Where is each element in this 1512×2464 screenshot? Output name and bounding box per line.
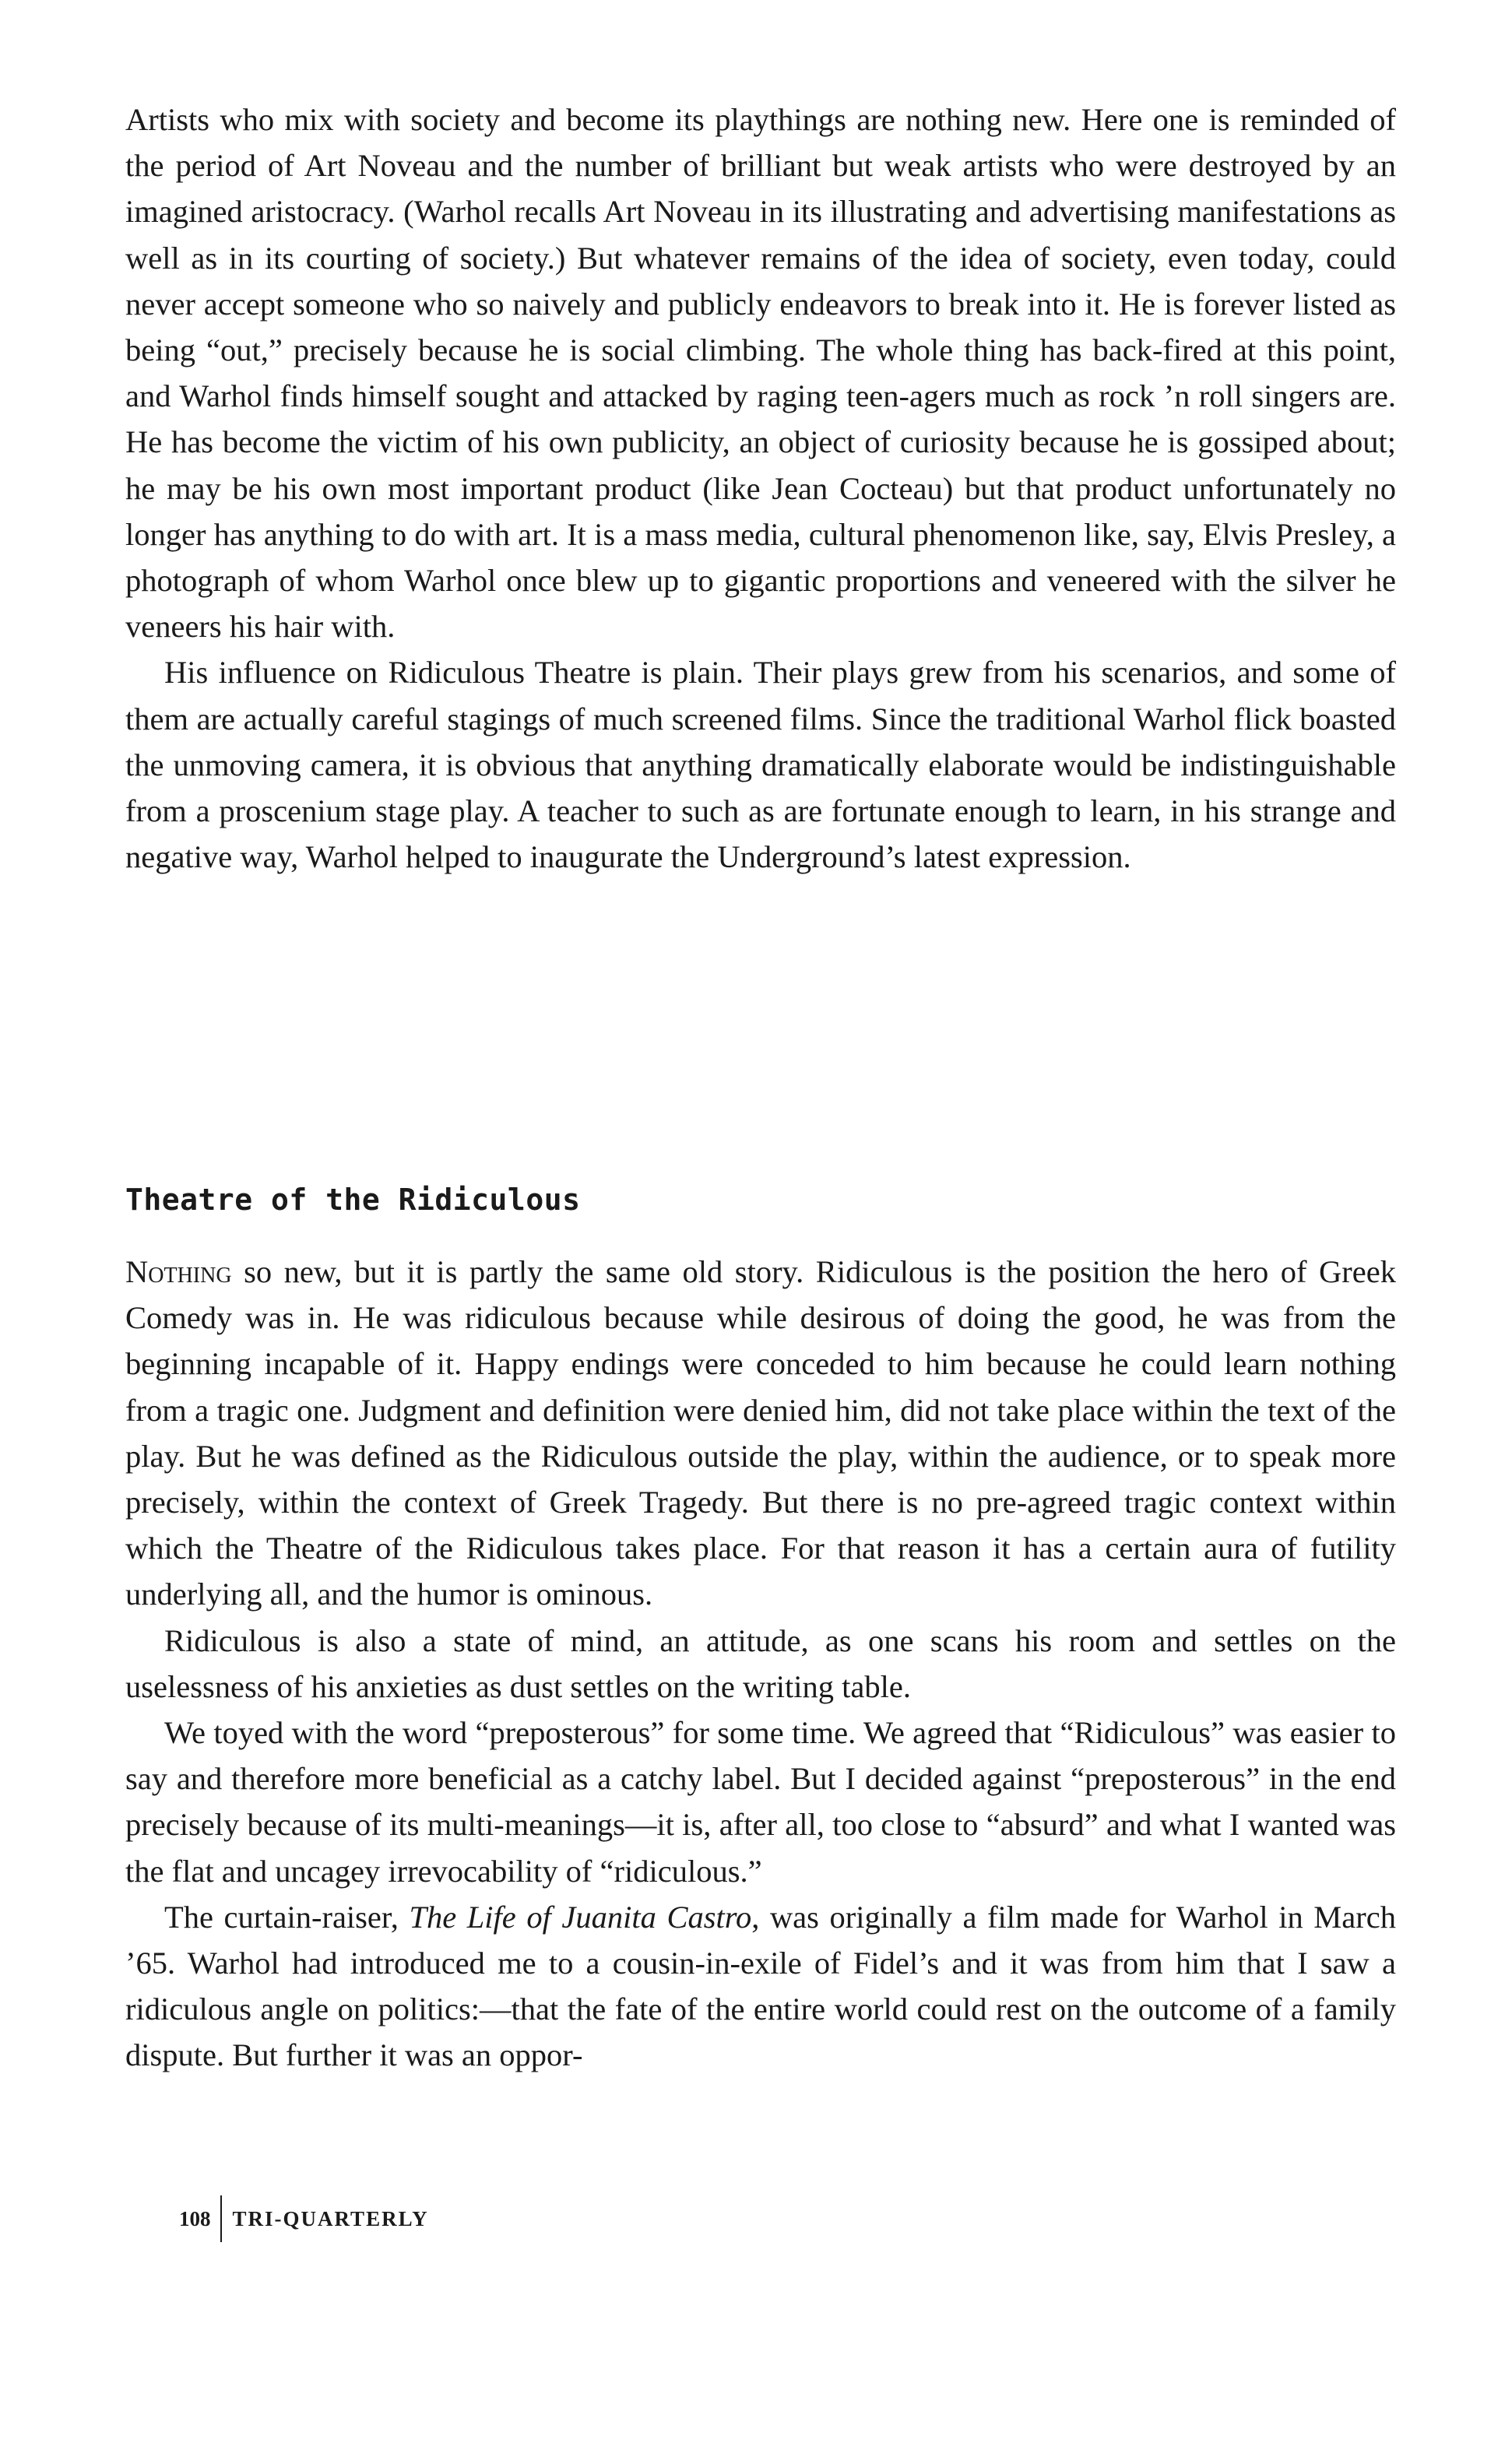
section-warhol [125,97,1396,880]
paragraph-text: so new, but it is partly the same old story. Ridiculous is the position the hero of Greek Comedy was in. He was ridiculous because while desirous of doing the good, he was from the beginning incapable of it. Happy endings were conceded to him because he could learn nothing from a tragic one. Judgment and definition were denied him, did not take place within the text of the play. But he was defined as the Ridiculous outside the play, within the audience, or to speak more precisely, within the context of Greek Tragedy. But there is no pre-agreed tragic context within which the Theatre of the Ridiculous takes place. For that reason it has a certain aura of futility underlying all, and the humor is ominous. [125,1254,1396,1612]
work-title: The Life of Juanita Castro [409,1899,752,1935]
paragraph: We toyed with the word “preposterous” for some time. We agreed that “Ridiculous” was easier to say and therefore more beneficial as a catchy label. But I decided against “preposterous” in the end precisely because of its multi-meanings—it is, after all, too close to “absurd” and what I wanted was the flat and uncagey irrevocability of “ridiculous.” [125,1715,1396,1889]
page-number: 108 [179,2206,211,2230]
paragraph [125,1894,1396,2079]
document-page [125,97,1396,2073]
paragraph-text: , was originally a film made for Warhol in March ’65. Warhol had introduced me to a cousin-in-exile of Fidel’s and it was from him that I saw a ridiculous angle on politics:—that the fate of the entire world could rest on the outcome of a family dispute. But further it was an oppor- [125,1899,1396,2073]
paragraph: His influence on Ridiculous Theatre is plain. Their plays grew from his scenarios, and some of them are actually careful stagings of much screened films. Since the traditional Warhol flick boasted the unmoving camera, it is obvious that anything dramatically elaborate would be indistinguishable from a proscenium stage play. A teacher to such as are fortunate enough to learn, in his strange and negative way, Warhol helped to inaugurate the Underground’s latest expression. [125,655,1396,875]
section-heading: Theatre of the Ridiculous [125,1183,581,1217]
paragraph: Ridiculous is also a state of mind, an attitude, as one scans his room and settles on the uselessness of his anxieties as dust settles on the writing table. [125,1622,1396,1704]
lead-word: Nothing [125,1254,232,1289]
footer-divider [220,2195,222,2242]
paragraph [125,1249,1396,1618]
journal-name: TRI-QUARTERLY [232,2206,429,2230]
section-ridiculous [125,1249,1396,2079]
paragraph: Artists who mix with society and become its playthings are nothing new. Here one is reminded of the period of Art Noveau and the number of brilliant but weak artists who were destroyed by an imagined aristocracy. (Warhol recalls Art Noveau in its illustrating and advertising manifestations as well as in its courting of society.) But whatever remains of the idea of society, even today, could never accept someone who so naively and publicly endeavors to break into it. He is forever listed as being “out,” precisely because he is social climbing. The whole thing has back-fired at this point, and Warhol finds himself sought and attacked by raging teen-agers much as rock ’n roll singers are. He has become the victim of his own publicity, an object of curiosity because he is gossiped about; he may be his own most important product (like Jean Cocteau) but that product unfortunately no longer has anything to do with art. It is a mass media, cultural phenomenon like, say, Elvis Presley, a photograph of whom Warhol once blew up to gigantic proportions and veneered with the silver he veneers his hair with. [125,102,1396,645]
page-footer [179,2195,429,2242]
paragraph-text: The curtain-raiser, [164,1899,410,1935]
